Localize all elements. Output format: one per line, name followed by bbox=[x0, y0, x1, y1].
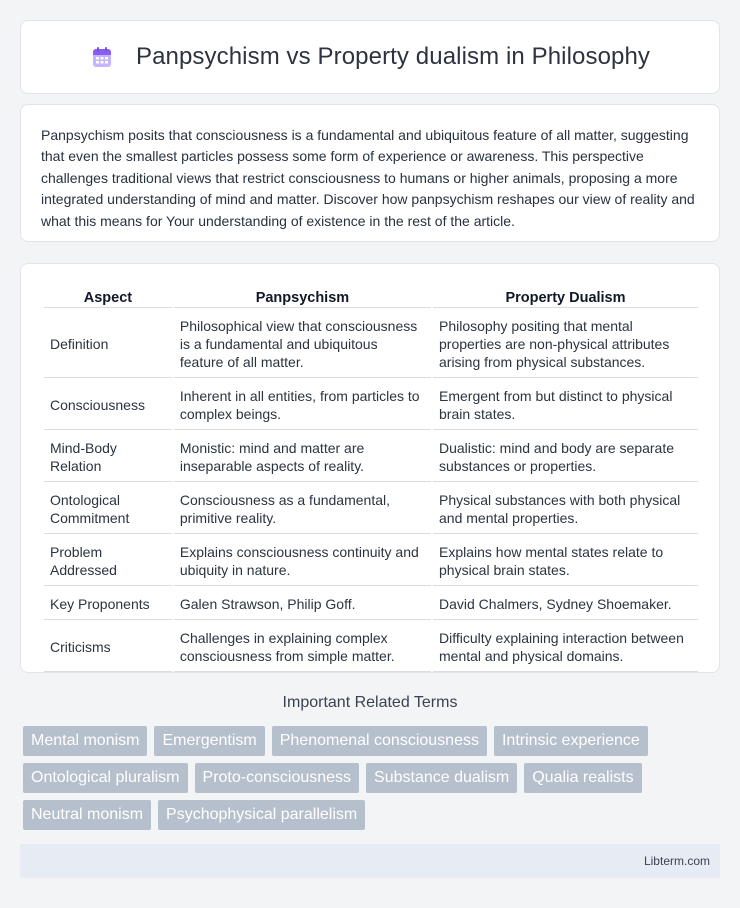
cell-panpsychism: Inherent in all entities, from particles to complex beings. bbox=[174, 380, 431, 430]
related-term-tag[interactable]: Intrinsic experience bbox=[494, 726, 648, 756]
related-term-tag[interactable]: Substance dualism bbox=[366, 763, 517, 793]
cell-aspect: Key Proponents bbox=[44, 588, 172, 620]
header-panpsychism: Panpsychism bbox=[174, 286, 431, 308]
related-term-tag[interactable]: Mental monism bbox=[23, 726, 147, 756]
footer bbox=[20, 844, 720, 878]
table-row bbox=[44, 588, 698, 620]
cell-property-dualism: Explains how mental states relate to physical brain states. bbox=[433, 536, 698, 586]
title-card bbox=[20, 20, 720, 94]
related-term-tag[interactable]: Ontological pluralism bbox=[23, 763, 188, 793]
related-term-tag[interactable]: Neutral monism bbox=[23, 800, 151, 830]
footer-site-link[interactable]: Libterm.com bbox=[643, 854, 710, 868]
cell-property-dualism: Philosophy positing that mental properties are non-physical attributes arising from physical substances. bbox=[433, 310, 698, 378]
cell-aspect: Consciousness bbox=[44, 380, 172, 430]
page-title: Panpsychism vs Property dualism in Philosophy bbox=[135, 43, 651, 70]
cell-panpsychism: Explains consciousness continuity and ubiquity in nature. bbox=[174, 536, 431, 586]
table-row bbox=[44, 622, 698, 672]
table-row bbox=[44, 432, 698, 482]
related-terms-title: Important Related Terms bbox=[282, 694, 458, 711]
cell-aspect: Mind-Body Relation bbox=[44, 432, 172, 482]
cell-panpsychism: Monistic: mind and matter are inseparable aspects of reality. bbox=[174, 432, 431, 482]
cell-panpsychism: Consciousness as a fundamental, primitive reality. bbox=[174, 484, 431, 534]
cell-property-dualism: Dualistic: mind and body are separate substances or properties. bbox=[433, 432, 698, 482]
comparison-table bbox=[42, 284, 700, 674]
cell-property-dualism: Physical substances with both physical and mental properties. bbox=[433, 484, 698, 534]
cell-aspect: Definition bbox=[44, 310, 172, 378]
table-row bbox=[44, 310, 698, 378]
table-header-row bbox=[44, 286, 698, 308]
cell-aspect: Problem Addressed bbox=[44, 536, 172, 586]
cell-property-dualism: Difficulty explaining interaction between mental and physical domains. bbox=[433, 622, 698, 672]
intro-paragraph: Panpsychism posits that consciousness is a fundamental and ubiquitous feature of all matter, suggesting that even the smallest particles possess some form of experience or awareness. This perspective challenges traditional views that restrict consciousness to humans or higher animals, proposing a more integrated understanding of mind and matter. Discover how panpsychism reshapes our view of reality and what this means for Your understanding of existence in the rest of the article. bbox=[41, 127, 695, 229]
cell-panpsychism: Challenges in explaining complex consciousness from simple matter. bbox=[174, 622, 431, 672]
cell-property-dualism: Emergent from but distinct to physical brain states. bbox=[433, 380, 698, 430]
related-term-tag[interactable]: Phenomenal consciousness bbox=[272, 726, 487, 756]
header-aspect: Aspect bbox=[44, 286, 172, 308]
cell-property-dualism: David Chalmers, Sydney Shoemaker. bbox=[433, 588, 698, 620]
related-term-tag[interactable]: Qualia realists bbox=[524, 763, 641, 793]
comparison-table-card bbox=[20, 263, 720, 673]
intro-card bbox=[20, 104, 720, 242]
cell-panpsychism: Galen Strawson, Philip Goff. bbox=[174, 588, 431, 620]
table-row bbox=[44, 484, 698, 534]
cell-panpsychism: Philosophical view that consciousness is a fundamental and ubiquitous feature of all matter. bbox=[174, 310, 431, 378]
header-property-dualism: Property Dualism bbox=[433, 286, 698, 308]
related-terms-list bbox=[23, 726, 723, 830]
related-term-tag[interactable]: Psychophysical parallelism bbox=[158, 800, 365, 830]
cell-aspect: Ontological Commitment bbox=[44, 484, 172, 534]
table-row bbox=[44, 536, 698, 586]
related-term-tag[interactable]: Proto-consciousness bbox=[195, 763, 360, 793]
document-calendar-icon bbox=[90, 45, 114, 69]
table-row bbox=[44, 380, 698, 430]
cell-aspect: Criticisms bbox=[44, 622, 172, 672]
related-term-tag[interactable]: Emergentism bbox=[154, 726, 264, 756]
